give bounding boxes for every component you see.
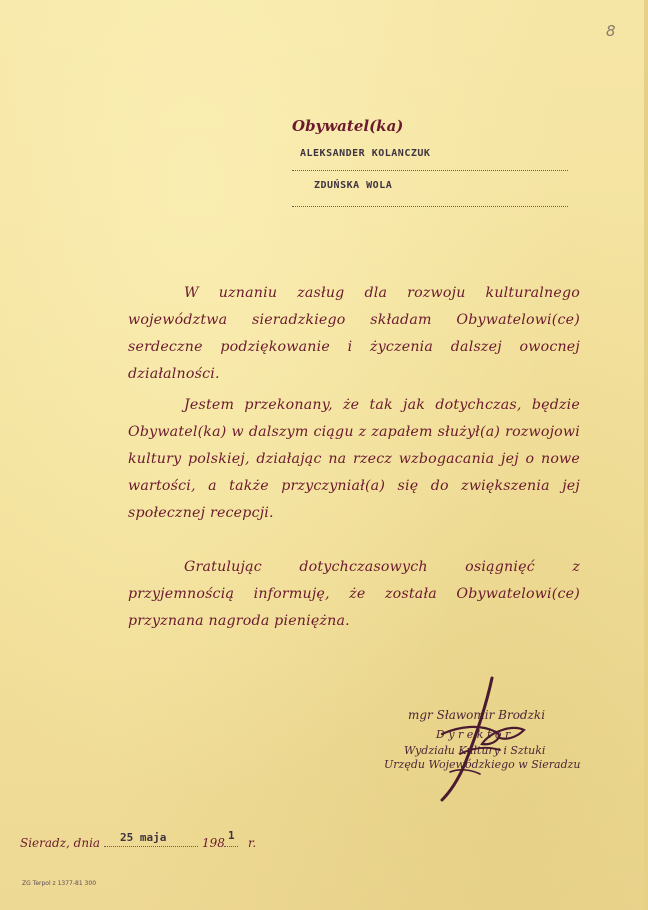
year-line — [224, 846, 238, 847]
paragraph-3-text: Gratulując dotychczasowych osiągnięć z przyjemnością informuję, że została Obywatelowi(ce) przyznana nagroda pieniężna. — [128, 559, 580, 629]
printer-mark: ZG Terpol z 1377-81 300 — [22, 880, 97, 887]
body-paragraph-1 — [128, 280, 580, 388]
signatory-role: D y r e k t o r — [436, 728, 511, 741]
addressee-city-line — [292, 206, 568, 207]
signatory-department: Wydziału Kultury i Sztuki — [404, 744, 546, 757]
date-line — [104, 846, 198, 847]
handwritten-signature — [420, 676, 550, 806]
date-value: 25 maja — [120, 831, 167, 844]
addressee-title: Obywatel(ka) — [292, 117, 404, 135]
addressee-city: ZDUŃSKA WOLA — [314, 180, 393, 191]
addressee-name: ALEKSANDER KOLANCZUK — [300, 148, 431, 159]
signatory-name: mgr Sławomir Brodzki — [408, 708, 546, 722]
body-paragraph-3 — [128, 554, 580, 635]
addressee-name-line — [292, 170, 568, 171]
place-date-label: Sieradz, dnia — [20, 836, 101, 850]
year-end: r. — [248, 836, 257, 850]
year-prefix: 198 — [202, 836, 225, 850]
paragraph-2-text: Jestem przekonany, że tak jak dotychczas, będzie Obywatel(ka) w dalszym ciągu z zapałem służył(a) rozwojowi kultury polskiej, działając na rzecz wzbogacania jej o nowe wartości, a także przyczyniał(a) się do zwiększenia jej społecznej recepcji. — [128, 397, 580, 521]
paragraph-1-text: W uznaniu zasług dla rozwoju kulturalnego województwa sieradzkiego składam Obywatelowi(ce) serdeczne podziękowanie i życzenia dalszej owocnej działalności. — [128, 285, 580, 382]
signatory-office: Urzędu Wojewódzkiego w Sieradzu — [384, 758, 581, 771]
body-paragraph-2 — [128, 392, 580, 527]
page-number: 8 — [606, 22, 616, 40]
year-suffix: 1 — [228, 829, 235, 842]
